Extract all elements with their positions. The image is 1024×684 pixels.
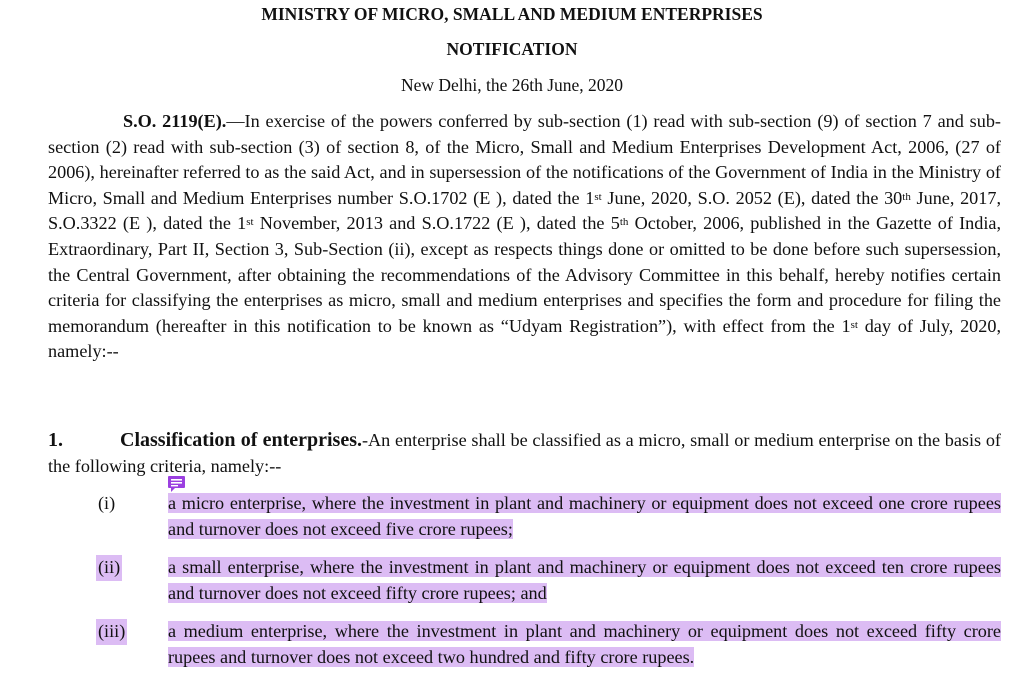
main-paragraph bbox=[48, 109, 1001, 365]
para-text-6: day of July, 2020, namely:-- bbox=[48, 315, 1001, 362]
section-1 bbox=[48, 428, 1001, 479]
section-title: Classification of enterprises. bbox=[120, 429, 362, 451]
para-text-1: —In exercise of the powers conferred by sub-section (1) read with sub-section (9) of section 7 and sub-section (2) read with sub-section (3) of section 8, of the Micro, Small and Medium Enterprises Development Act, 2006, (27 of 2006), hereinafter referred to as the said Act, and in supersession of the notifications of the Government of India in the Ministry of Micro, Small and Medium Enterprises number S.O.1702 (E ), dated the 1 bbox=[48, 111, 1001, 208]
superscript-3: st bbox=[246, 216, 254, 229]
para-text-2: June, 2020, S.O. 2052 (E), dated the 30 bbox=[601, 187, 903, 208]
section-number: 1. bbox=[48, 429, 63, 451]
superscript-4: th bbox=[619, 216, 629, 229]
so-number: S.O. 2119(E). bbox=[123, 111, 227, 131]
highlighted-text[interactable]: a medium enterprise, where the investment in plant and machinery or equipment does not exceed fifty crore rupees and turnover does not exceed two hundred and fifty crore rupees. bbox=[168, 621, 1001, 667]
item-label-iii[interactable]: (iii) bbox=[96, 619, 127, 645]
item-label-ii[interactable]: (ii) bbox=[96, 555, 122, 581]
para-text-4: November, 2013 and S.O.1722 (E ), dated the 5 bbox=[253, 213, 620, 234]
item-label-i: (i) bbox=[98, 493, 116, 513]
item-text-i[interactable] bbox=[168, 491, 1001, 542]
para-text-5: October, 2006, published in the Gazette of India, Extraordinary, Part II, Section 3, Sub-Section (ii), except as respects things done or omitted to be done before such supersession, the Central Government, after obtaining the recommendations of the Advisory Committee in this behalf, hereby notifies certain criteria for classifying the enterprises as micro, small and medium enterprises and specifies the form and procedure for filing the memorandum (hereafter in this notification to be known as “Udyam Registration”), with effect from the 1 bbox=[48, 213, 1002, 336]
superscript-1: st bbox=[594, 190, 602, 203]
item-text-iii[interactable] bbox=[168, 619, 1001, 670]
highlighted-text[interactable]: a micro enterprise, where the investment in plant and machinery or equipment does not exceed one crore rupees and turnover does not exceed five crore rupees; bbox=[168, 493, 1001, 539]
item-text-ii[interactable] bbox=[168, 555, 1001, 606]
dateline: New Delhi, the 26th June, 2020 bbox=[400, 75, 624, 95]
superscript-5: st bbox=[850, 318, 858, 331]
highlighted-text[interactable]: a small enterprise, where the investment in plant and machinery or equipment does not exceed ten crore rupees and turnover does not exceed fifty crore rupees; and bbox=[168, 557, 1001, 603]
ministry-heading: MINISTRY OF MICRO, SMALL AND MEDIUM ENTERPRISES bbox=[261, 4, 763, 24]
section-text: -An enterprise shall be classified as a micro, small or medium enterprise on the basis of the following criteria, namely:-- bbox=[48, 430, 1001, 476]
superscript-2: th bbox=[902, 190, 911, 203]
notification-heading: NOTIFICATION bbox=[446, 39, 578, 59]
para-text-3: June, 2017, S.O.3322 (E ), dated the 1 bbox=[48, 187, 1002, 234]
